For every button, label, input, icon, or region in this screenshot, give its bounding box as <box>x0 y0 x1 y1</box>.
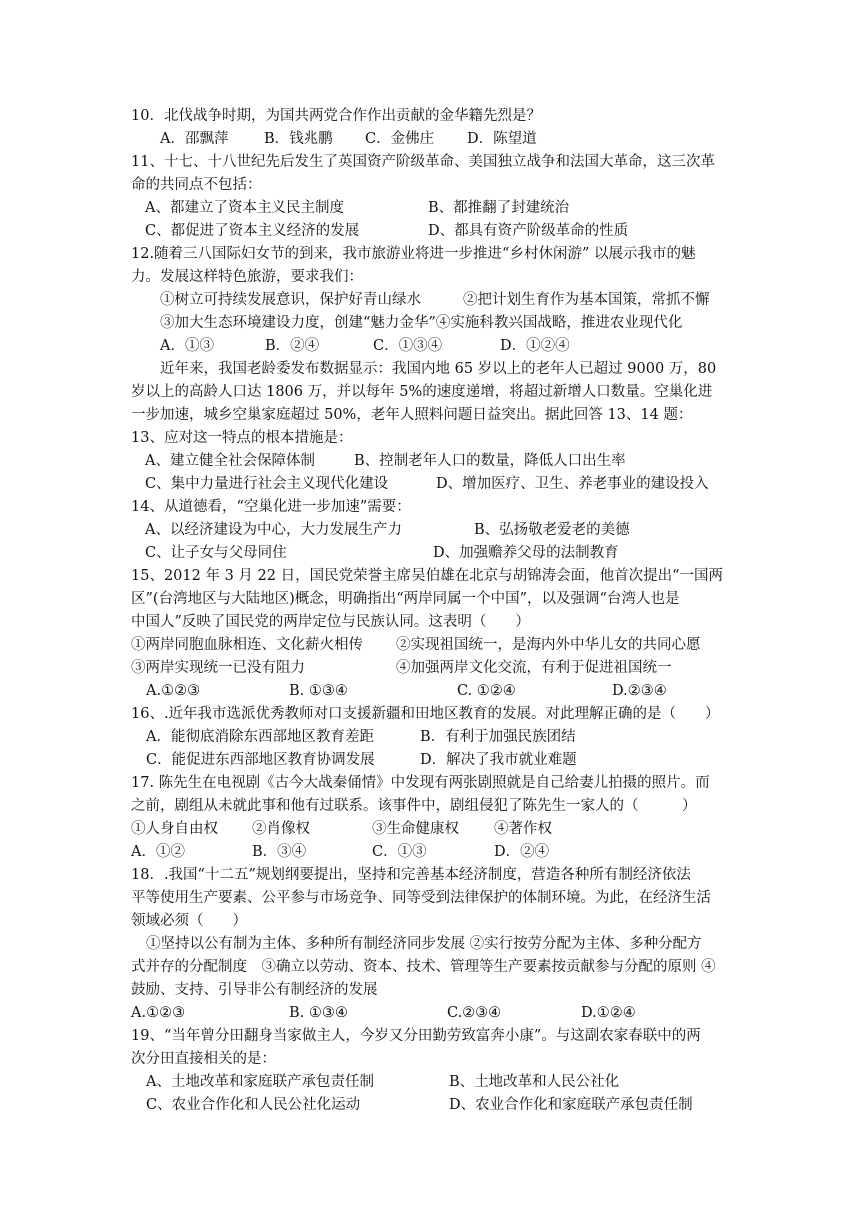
question-12-stem-line-1: 12.随着三八国际妇女节的到来，我市旅游业将进一步推进“乡村休闲游” 以展示我市的魅 <box>131 246 696 262</box>
question-15-option-c: C. ①②④ <box>457 683 516 699</box>
question-16-option-a: A．能彻底消除东西部地区教育差距 <box>146 729 374 745</box>
passage-line-1: 近年来，我国老龄委发布数据显示：我国内地 65 岁以上的老年人已超过 9000 万，80 <box>160 361 717 377</box>
question-10-option-c: C．金佛庄 <box>365 131 435 147</box>
question-12-option-c: C．①③④ <box>373 338 443 354</box>
question-10-option-d: D．陈望道 <box>467 131 537 147</box>
question-10-stem: 10．北伐战争时期，为国共两党合作作出贡献的金华籍先烈是？ <box>131 108 541 124</box>
question-15-item-4: ④加强两岸文化交流，有利于促进祖国统一 <box>396 660 672 676</box>
question-11-option-d: D、都具有资产阶级革命的性质 <box>428 223 629 239</box>
question-12-option-b: B．②④ <box>265 338 320 354</box>
question-14-option-d: D、加强赡养父母的法制教育 <box>433 545 619 561</box>
passage-line-2: 岁以上的高龄人口达 1806 万，并以每年 5%的速度递增，将超过新增人口数量。空巢化进 <box>131 384 713 400</box>
question-18-option-b: B. ①③④ <box>289 1005 348 1021</box>
question-17-option-d: D．②④ <box>494 844 550 860</box>
question-10-option-a: A．邵飘萍 <box>160 131 229 147</box>
question-14-stem: 14、从道德看，“空巢化进一步加速”需要： <box>131 499 411 515</box>
question-18-items-line-2: 式并存的分配制度 ③确立以劳动、资本、技术、管理等生产要素按贡献参与分配的原则 ④ <box>131 959 716 975</box>
question-13-stem: 13、应对这一特点的根本措施是： <box>131 430 353 446</box>
question-11-option-c: C、都促进了资本主义经济的发展 <box>145 223 360 239</box>
question-15-option-d: D.②③④ <box>612 683 667 699</box>
question-11-stem-line-1: 11、十七、十八世纪先后发生了英国资产阶级革命、美国独立战争和法国大革命，这三次革 <box>131 154 715 170</box>
question-14-option-a: A、以经济建设为中心，大力发展生产力 <box>145 522 402 538</box>
question-18-stem-line-3: 领域必须（ ） <box>131 913 247 929</box>
question-18-option-c: C.②③④ <box>447 1005 502 1021</box>
question-14-option-c: C、让子女与父母同住 <box>145 545 287 561</box>
question-16-option-d: D．解决了我市就业难题 <box>420 752 577 768</box>
question-18-items-line-1: ①坚持以公有制为主体、多种所有制经济同步发展 ②实行按劳分配为主体、多种分配方 <box>146 936 702 952</box>
passage-line-3: 一步加速，城乡空巢家庭超过 50%，老年人照料问题日益突出。据此回答 13、14 题： <box>131 407 693 423</box>
question-17-option-b: B．③④ <box>252 844 307 860</box>
question-15-option-b: B. ①③④ <box>289 683 348 699</box>
question-11-option-b: B、都推翻了封建统治 <box>428 200 570 216</box>
question-18-option-a: A.①②③ <box>131 1005 186 1021</box>
question-17-stem-line-2: 之前，剧组从未就此事和他有过联系。该事件中，剧组侵犯了陈先生一家人的（ ） <box>131 798 697 814</box>
question-12-item-1: ①树立可持续发展意识，保护好青山绿水 <box>160 292 421 308</box>
question-17-option-a: A．①② <box>131 844 185 860</box>
question-19-option-d: D、农业合作化和家庭联产承包责任制 <box>449 1097 693 1113</box>
question-15-item-3: ③两岸实现统一已没有阻力 <box>131 660 305 676</box>
question-17-item-2: ②肖像权 <box>252 821 310 837</box>
question-18-option-d: D.①②④ <box>581 1005 636 1021</box>
question-18-items-line-3: 鼓励、支持、引导非公有制经济的发展 <box>131 982 378 998</box>
question-15-item-1: ①两岸同胞血脉相连、文化薪火相传 <box>131 637 363 653</box>
question-17-item-4: ④著作权 <box>494 821 552 837</box>
question-19-option-a: A、土地改革和家庭联产承包责任制 <box>146 1074 374 1090</box>
question-17-item-3: ③生命健康权 <box>372 821 459 837</box>
question-16-stem: 16、.近年我市选派优秀教师对口支援新疆和田地区教育的发展。对此理解正确的是（ ） <box>131 706 720 722</box>
question-18-stem-line-1: 18．.我国“十二五”规划纲要提出，坚持和完善基本经济制度，营造各种所有制经济依法 <box>131 867 691 883</box>
question-12-item-3-4: ③加大生态环境建设力度，创建“魅力金华”④实施科教兴国战略，推进农业现代化 <box>160 315 683 331</box>
question-14-option-b: B、弘扬敬老爱老的美德 <box>474 522 630 538</box>
question-17-item-1: ①人身自由权 <box>131 821 218 837</box>
question-12-option-d: D．①②④ <box>500 338 570 354</box>
question-15-option-a: A.①②③ <box>146 683 201 699</box>
question-19-stem-line-1: 19、“当年曾分田翻身当家做主人，今岁又分田勤劳致富奔小康”。与这副农家春联中的两 <box>131 1028 701 1044</box>
question-16-option-b: B．有利于加强民族团结 <box>420 729 576 745</box>
question-18-stem-line-2: 平等使用生产要素、公平参与市场竞争、同等受到法律保护的体制环境。为此，在经济生活 <box>131 890 711 906</box>
question-11-stem-line-2: 命的共同点不包括： <box>131 177 262 193</box>
question-10-option-b: B．钱兆鹏 <box>264 131 333 147</box>
question-16-option-c: C．能促进东西部地区教育协调发展 <box>146 752 375 768</box>
question-15-stem-line-1: 15、2012 年 3 月 22 日，国民党荣誉主席吴伯雄在北京与胡锦涛会面，他首次提出“一国两 <box>131 568 723 584</box>
question-12-item-2: ②把计划生育作为基本国策，常抓不懈 <box>463 292 710 308</box>
question-13-option-d: D、增加医疗、卫生、养老事业的建设投入 <box>436 476 709 492</box>
question-13-option-c: C、集中力量进行社会主义现代化建设 <box>145 476 389 492</box>
question-17-option-c: C．①③ <box>372 844 427 860</box>
question-19-option-b: B、土地改革和人民公社化 <box>449 1074 620 1090</box>
question-12-stem-line-2: 力。发展这样特色旅游，要求我们： <box>131 269 363 285</box>
question-19-stem-line-2: 次分田直接相关的是： <box>131 1051 276 1067</box>
question-13-option-a: A、建立健全社会保障体制 <box>145 453 315 469</box>
question-15-stem-line-3: 中国人”反映了国民党的两岸定位与民族认同。这表明（ ） <box>131 614 530 630</box>
question-17-stem-line-1: 17. 陈先生在电视剧《古今大战秦俑情》中发现有两张剧照就是自己给妻儿拍摄的照片。而 <box>131 775 710 791</box>
question-13-option-b: B、控制老年人口的数量，降低人口出生率 <box>354 453 626 469</box>
question-15-item-2: ②实现祖国统一，是海内外中华儿女的共同心愿 <box>396 637 701 653</box>
question-12-option-a: A．①③ <box>160 338 214 354</box>
question-15-stem-line-2: 区”(台湾地区与大陆地区)概念，明确指出“两岸同属一个中国”，以及强调“台湾人也是 <box>131 591 680 607</box>
question-19-option-c: C、农业合作化和人民公社化运动 <box>146 1097 361 1113</box>
question-11-option-a: A、都建立了资本主义民主制度 <box>145 200 344 216</box>
